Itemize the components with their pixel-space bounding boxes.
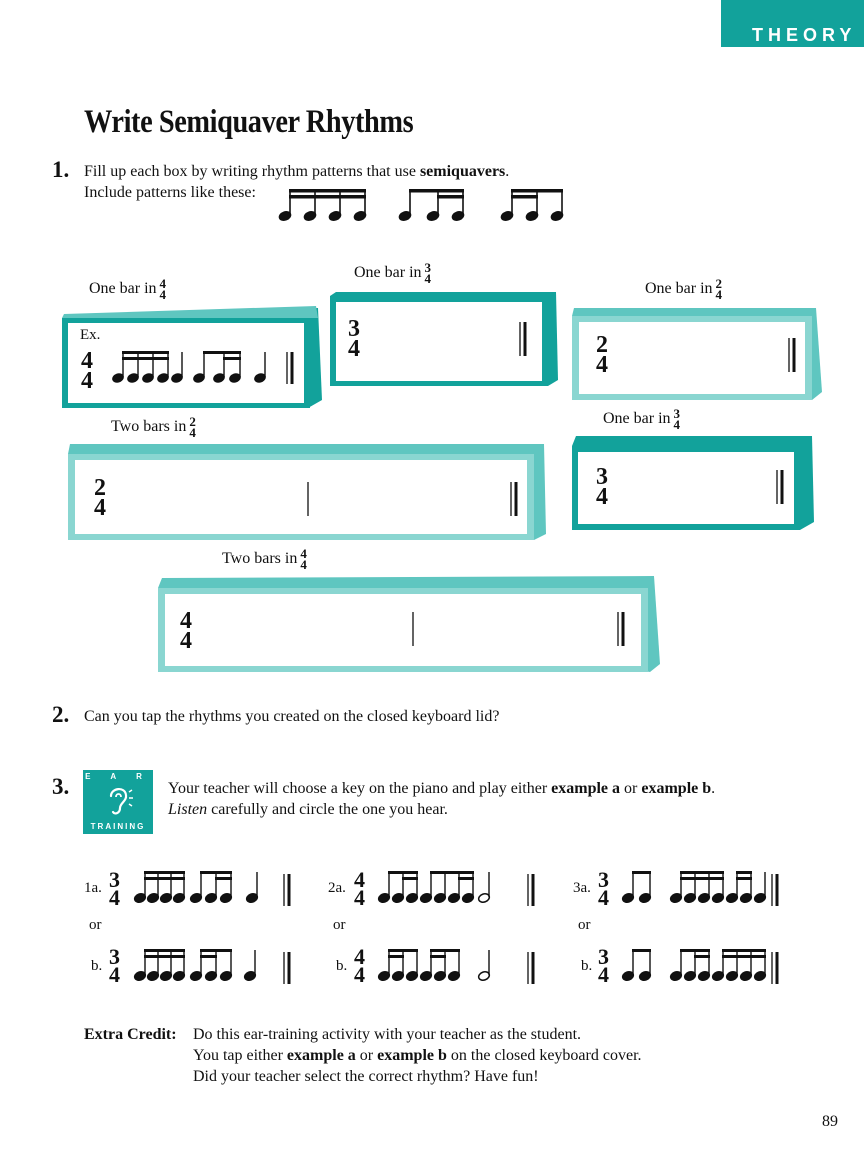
box-4-stack bbox=[68, 444, 546, 540]
ts-top: 3 bbox=[596, 464, 608, 490]
ts-top: 2 bbox=[715, 276, 723, 291]
ts-bottom: 4 bbox=[596, 351, 608, 378]
ts-top: 4 bbox=[354, 944, 365, 969]
box-3-time-signature bbox=[596, 332, 608, 378]
example-3b-beam bbox=[632, 949, 651, 952]
ts-top: 2 bbox=[94, 475, 106, 501]
ts-top: 4 bbox=[159, 276, 167, 291]
box-3-label-text: One bar in bbox=[645, 280, 713, 298]
q1-line1-post: . bbox=[505, 163, 510, 180]
example-1a-beam bbox=[200, 871, 232, 874]
q3-line2-post: carefully and circle the one you hear. bbox=[207, 801, 448, 818]
q3-line1-pre: Your teacher will choose a key on the piano and play either bbox=[168, 780, 552, 797]
ts-top: 3 bbox=[598, 867, 609, 892]
extra-credit-text bbox=[193, 1024, 642, 1087]
q3-line2-italic: Listen bbox=[168, 801, 208, 818]
ear-icon bbox=[105, 784, 133, 818]
q3-line1-bold1: example a bbox=[551, 780, 621, 797]
extra-credit-line2-post: on the closed keyboard cover. bbox=[446, 1047, 642, 1064]
example-3b-beam bbox=[722, 949, 766, 952]
example-2b-beam bbox=[388, 949, 418, 952]
box-1-label-text: One bar in bbox=[89, 280, 157, 298]
ear-badge-bottom-text: TRAINING bbox=[90, 822, 146, 831]
example-1a-beam bbox=[144, 877, 185, 880]
example-3a-beam bbox=[632, 871, 651, 874]
example-2b-beam bbox=[430, 949, 460, 952]
box-5-time-signature bbox=[596, 464, 608, 510]
question-3-instructions bbox=[168, 778, 715, 820]
ts-bottom: 4 bbox=[424, 271, 432, 287]
example-2a-beam bbox=[430, 871, 474, 874]
ts-bottom: 4 bbox=[596, 483, 608, 510]
box-2-label-text: One bar in bbox=[354, 264, 422, 282]
extra-credit-line2-mid: or bbox=[355, 1047, 378, 1064]
ts-top: 3 bbox=[424, 260, 432, 275]
box-5-label-text: One bar in bbox=[603, 410, 671, 428]
q3-line1-mid: or bbox=[620, 780, 642, 797]
box-2-time-signature bbox=[348, 316, 360, 362]
theory-section-tab: THEORY bbox=[721, 0, 864, 47]
extra-credit-line2-pre: You tap either bbox=[193, 1047, 287, 1064]
extra-credit-line2-bold2: example b bbox=[377, 1047, 447, 1064]
box-6-label-text: Two bars in bbox=[222, 550, 298, 568]
example-1a-label: 1a. bbox=[84, 880, 102, 896]
example-1b-beam bbox=[144, 955, 185, 958]
box-4-time-signature bbox=[94, 475, 106, 521]
ts-bottom: 4 bbox=[715, 287, 723, 303]
extra-credit-line1: Do this ear-training activity with your teacher as the student. bbox=[193, 1026, 582, 1043]
example-2-or: or bbox=[333, 917, 346, 933]
extra-credit-line3: Did your teacher select the correct rhythm? Have fun! bbox=[193, 1068, 539, 1085]
box-6-stack bbox=[158, 576, 660, 672]
ts-top: 3 bbox=[109, 867, 120, 892]
example-2b-beam bbox=[388, 955, 404, 958]
example-3a-beam bbox=[680, 871, 724, 874]
box-5-stack bbox=[572, 436, 814, 530]
q3-line1-post: . bbox=[711, 780, 716, 797]
ts-top: 2 bbox=[596, 332, 608, 358]
ts-bottom: 4 bbox=[94, 494, 106, 521]
ts-bottom: 4 bbox=[81, 367, 93, 394]
ts-bottom: 4 bbox=[598, 885, 609, 911]
extra-credit-label: Extra Credit: bbox=[84, 1026, 177, 1043]
ts-bottom: 4 bbox=[189, 425, 196, 441]
example-1b-beam bbox=[144, 949, 185, 952]
example-3a-label: 3a. bbox=[573, 880, 591, 896]
q1-line2: Include patterns like these: bbox=[84, 184, 256, 201]
example-1b-beam bbox=[200, 949, 232, 952]
ear-badge-top-text: E A R bbox=[85, 772, 151, 781]
ts-top: 3 bbox=[673, 406, 681, 421]
question-3-number: 3. bbox=[52, 774, 70, 799]
box-4-label-text: Two bars in bbox=[111, 418, 187, 436]
ts-bottom: 4 bbox=[109, 885, 120, 911]
ts-bottom: 4 bbox=[159, 287, 167, 303]
question-1-number: 1. bbox=[52, 157, 70, 182]
ts-bottom: 4 bbox=[598, 962, 609, 988]
box-1-time-signature bbox=[81, 348, 93, 394]
ts-bottom: 4 bbox=[354, 885, 365, 911]
example-2b-beam bbox=[430, 955, 446, 958]
ts-top: 2 bbox=[189, 414, 196, 429]
example-1a-beam bbox=[144, 871, 185, 874]
ts-top: 3 bbox=[598, 944, 609, 969]
ts-top: 3 bbox=[109, 944, 120, 969]
box-1-example-label: Ex. bbox=[80, 327, 101, 343]
example-3a-beam bbox=[736, 877, 752, 880]
ear-training-rhythms bbox=[0, 860, 864, 990]
example-2a-label: 2a. bbox=[328, 880, 346, 896]
box-6-time-signature bbox=[180, 608, 192, 654]
ts-bottom: 4 bbox=[180, 627, 192, 654]
example-3b-beam bbox=[694, 955, 710, 958]
box-3-stack bbox=[572, 308, 822, 400]
example-3b-beam bbox=[680, 949, 710, 952]
ts-bottom: 4 bbox=[300, 557, 307, 573]
example-3a-beam bbox=[736, 871, 752, 874]
example-3b-beam bbox=[722, 955, 766, 958]
ts-top: 4 bbox=[180, 608, 192, 634]
example-3-or: or bbox=[578, 917, 591, 933]
box-1-stack bbox=[62, 306, 322, 408]
page-title: Write Semiquaver Rhythms bbox=[84, 104, 414, 140]
ear-training-badge bbox=[83, 770, 153, 834]
example-2b-label: b. bbox=[336, 958, 348, 974]
ts-bottom: 4 bbox=[348, 335, 360, 362]
extra-credit-line2-bold1: example a bbox=[286, 1047, 356, 1064]
example-1-or: or bbox=[89, 917, 102, 933]
example-2a-beam bbox=[458, 877, 474, 880]
example-2a-beam bbox=[402, 877, 418, 880]
ts-top: 4 bbox=[354, 867, 365, 892]
example-1b-beam bbox=[200, 955, 217, 958]
example-3a-beam bbox=[680, 877, 724, 880]
example-1a-beam bbox=[215, 877, 232, 880]
ts-bottom: 4 bbox=[109, 962, 120, 988]
example-3b-label: b. bbox=[581, 958, 593, 974]
example-1b-label: b. bbox=[91, 958, 103, 974]
ts-top: 4 bbox=[300, 546, 307, 561]
ts-top: 3 bbox=[348, 316, 360, 342]
question-2-text: Can you tap the rhythms you created on the closed keyboard lid? bbox=[84, 708, 500, 725]
ts-top: 4 bbox=[81, 348, 93, 374]
q3-line1-bold2: example b bbox=[641, 780, 712, 797]
example-2a-beam bbox=[388, 871, 418, 874]
q1-line1-bold: semiquavers bbox=[419, 163, 506, 180]
question-2-number: 2. bbox=[52, 702, 70, 727]
q1-line1-pre: Fill up each box by writing rhythm patterns that use bbox=[84, 163, 420, 180]
ts-bottom: 4 bbox=[673, 417, 681, 433]
page-number: 89 bbox=[822, 1113, 838, 1130]
ts-bottom: 4 bbox=[354, 962, 365, 988]
